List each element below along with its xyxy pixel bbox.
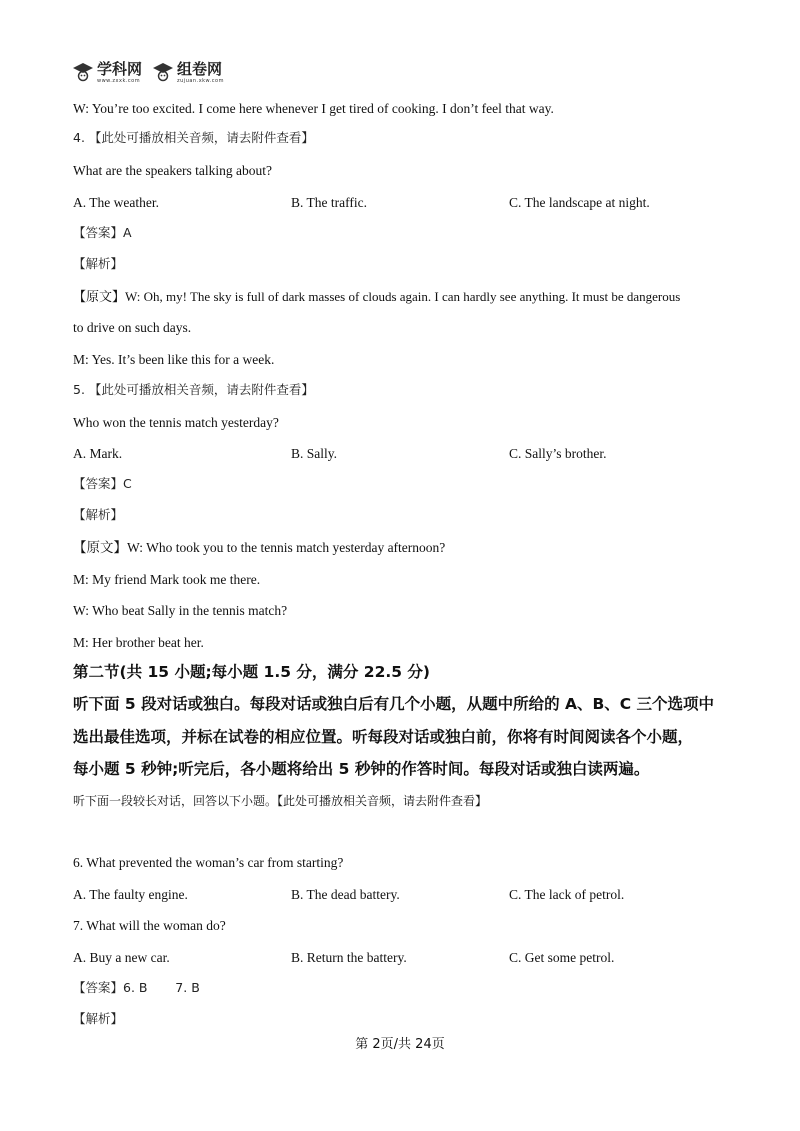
logo-zujuan xyxy=(152,62,224,84)
q5-option-b: B. Sally. xyxy=(291,446,338,461)
logo-zxxk xyxy=(72,62,142,84)
q4-answer: 【答案】A xyxy=(73,225,132,240)
q6-option-a: A. The faulty engine. xyxy=(73,887,188,902)
q4-transcript-line: M: Yes. It’s been like this for a week. xyxy=(73,352,275,367)
logo2-text: 组卷网 xyxy=(177,60,223,78)
q7-option-c: C. Get some petrol. xyxy=(509,950,615,965)
q5-transcript-line: W: Who beat Sally in the tennis match? xyxy=(73,603,288,618)
q5-question: Who won the tennis match yesterday? xyxy=(73,415,279,430)
q4-analysis: 【解析】 xyxy=(73,256,124,271)
page-number: 第 2页/共 24页 xyxy=(355,1037,445,1052)
q5-option-a: A. Mark. xyxy=(73,446,123,461)
q4-question: What are the speakers talking about? xyxy=(73,163,273,178)
section-2-instructions: 选出最佳选项，并标在试卷的相应位置。听每段对话或独白前，你将有时间阅读各个小题， xyxy=(73,728,694,746)
q7-option-b: B. Return the battery. xyxy=(291,950,407,965)
q5-transcript-line: 【原文】W: Who took you to the tennis match yesterday afternoon? xyxy=(73,540,446,555)
q5-analysis: 【解析】 xyxy=(73,507,124,522)
q4-option-c: C. The landscape at night. xyxy=(509,195,650,210)
q6-option-b: B. The dead battery. xyxy=(291,887,400,902)
q4-transcript-line: to drive on such days. xyxy=(73,320,192,335)
section-2-instructions: 每小题 5 秒钟;听完后，各小题将给出 5 秒钟的作答时间。每段对话或独白读两遍。 xyxy=(73,760,650,778)
header-logos xyxy=(72,60,224,86)
q4-option-a: A. The weather. xyxy=(73,195,159,210)
q5-answer: 【答案】C xyxy=(73,476,132,491)
q67-analysis: 【解析】 xyxy=(73,1011,124,1026)
graduation-cap-icon xyxy=(152,62,174,82)
q5-heading[interactable]: 5. 【此处可播放相关音频，请去附件查看】 xyxy=(73,382,314,397)
section-2-instructions: 听下面 5 段对话或独白。每段对话或独白后有几个小题，从题中所给的 A、B、C 三个选项中 xyxy=(73,695,715,713)
q5-transcript-line: M: Her brother beat her. xyxy=(73,635,204,650)
q7-option-a: A. Buy a new car. xyxy=(73,950,170,965)
logo1-text: 学科网 xyxy=(97,60,143,78)
section-2-title: 第二节(共 15 小题;每小题 1.5 分，满分 22.5 分) xyxy=(73,663,431,681)
q6-question: 6. What prevented the woman’s car from starting? xyxy=(73,855,344,870)
logo1-sub: www.zxxk.com xyxy=(97,78,141,84)
graduation-cap-icon xyxy=(72,62,94,82)
q5-transcript-line: M: My friend Mark took me there. xyxy=(73,572,261,587)
q67-answer: 【答案】6. B 7. B xyxy=(73,980,200,995)
dialogue-line: W: You’re too excited. I come here whenever I get tired of cooking. I don’t feel that way. xyxy=(73,101,554,116)
q4-transcript-line: 【原文】W: Oh, my! The sky is full of dark masses of clouds again. I can hardly see anything. It must be dangerous xyxy=(73,289,681,304)
q5-option-c: C. Sally’s brother. xyxy=(509,446,607,461)
logo2-sub: zujuan.xkw.com xyxy=(177,78,224,84)
q6-option-c: C. The lack of petrol. xyxy=(509,887,625,902)
q4-heading[interactable]: 4. 【此处可播放相关音频，请去附件查看】 xyxy=(73,130,314,145)
q4-option-b: B. The traffic. xyxy=(291,195,367,210)
q7-question: 7. What will the woman do? xyxy=(73,918,226,933)
listen-note[interactable]: 听下面一段较长对话，回答以下小题。【此处可播放相关音频，请去附件查看】 xyxy=(73,794,488,808)
